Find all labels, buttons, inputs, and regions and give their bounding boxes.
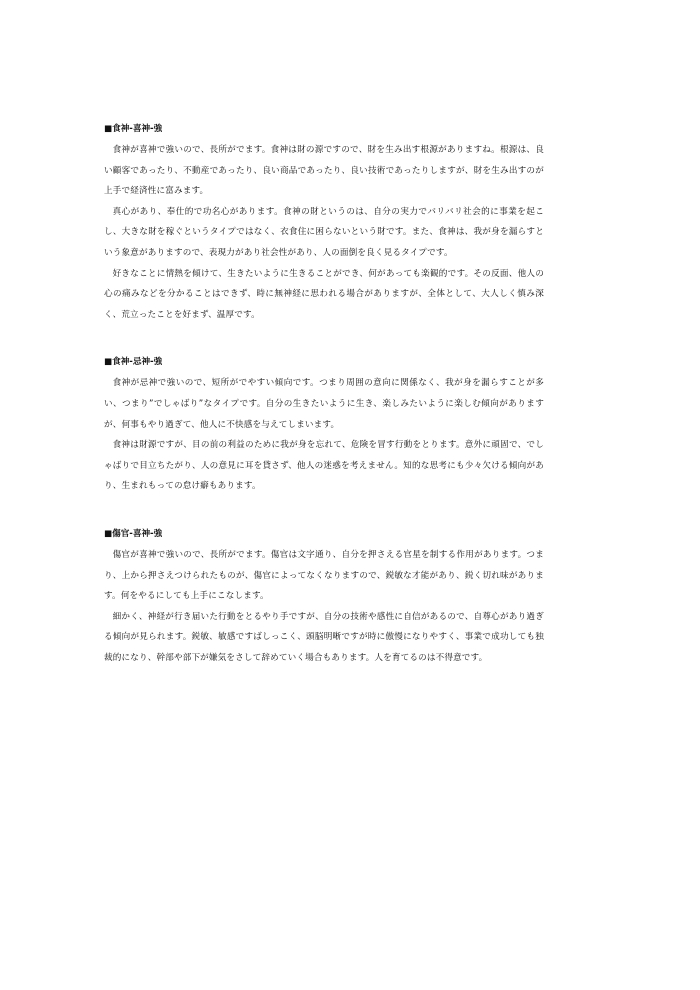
paragraph: 食神は財源ですが、目の前の利益のために我が身を忘れて、危険を冒す行動をとります。意外に頑固で、でしゃばりで目立ちたがり、人の意見に耳を貸さず、他人の迷惑を考えません。知的な思考にも少々欠ける傾向があり、生まれもっての怠け癖もあります。 [104, 440, 544, 492]
paragraph: 好きなことに情熱を傾けて、生きたいように生きることができ、何があっても楽観的です。その反面、他人の心の痛みなどを分かることはできず、時に無神経に思われる場合がありますが、全体として、大人しく慎み深く、荒立ったことを好まず、温厚です。 [104, 268, 544, 320]
paragraph: 食神が忌神で強いので、短所がでやすい傾向です。つまり周囲の意向に関係なく、我が身を漏らすことが多い、つまり”でしゃばり”なタイプです。自分の生きたいように生き、楽しみたいように楽しむ傾向がありますが、何事もやり過ぎて、他人に不快感を与えてしまいます。 [104, 378, 544, 430]
paragraph: 食神が喜神で強いので、長所がでます。食神は財の源ですので、財を生み出す根源がありますね。根源は、良い顧客であったり、不動産であったり、良い商品であったり、良い技術であったりしますが、財を生み出すのが上手で経済性に富みます。 [104, 145, 544, 197]
section-shokushin-kishin [104, 118, 544, 325]
section-shokan-kishin [104, 523, 544, 669]
paragraph: 傷官が喜神で強いので、長所がでます。傷官は文字通り、自分を押さえる官星を制する作用があります。つまり、上から押さえつけられたものが、傷官によってなくなりますので、鋭敏な才能があり、鋭く切れ味があります。何をやるにしても上手にこなします。 [104, 549, 544, 602]
section-shokushin-kijin [104, 351, 544, 497]
section-heading: ■傷官-喜神-強 [104, 528, 163, 539]
document-page [104, 118, 544, 694]
paragraph: 細かく、神経が行き届いた行動をとるやり手ですが、自分の技術や感性に自信があるので、自尊心があり過ぎる傾向が見られます。鋭敏、敏感ですばしっこく、頭脳明晰ですが時に傲慢になりやすく、事業で成功しても独裁的になり、幹部や部下が嫌気をさして辞めていく場合もあります。人を育てるのは不得意です。 [104, 611, 544, 663]
section-heading: ■食神-忌神-強 [104, 357, 163, 368]
paragraph: 真心があり、奉仕的で功名心があります。食神の財というのは、自分の実力でバリバリ社会的に事業を起こし、大きな財を稼ぐというタイプではなく、衣食住に困らないという財です。また、食神は、我が身を漏らすという象意がありますので、表現力があり社会性があり、人の面倒を良く見るタイプです。 [104, 206, 544, 258]
section-heading: ■食神-喜神-強 [104, 124, 163, 134]
